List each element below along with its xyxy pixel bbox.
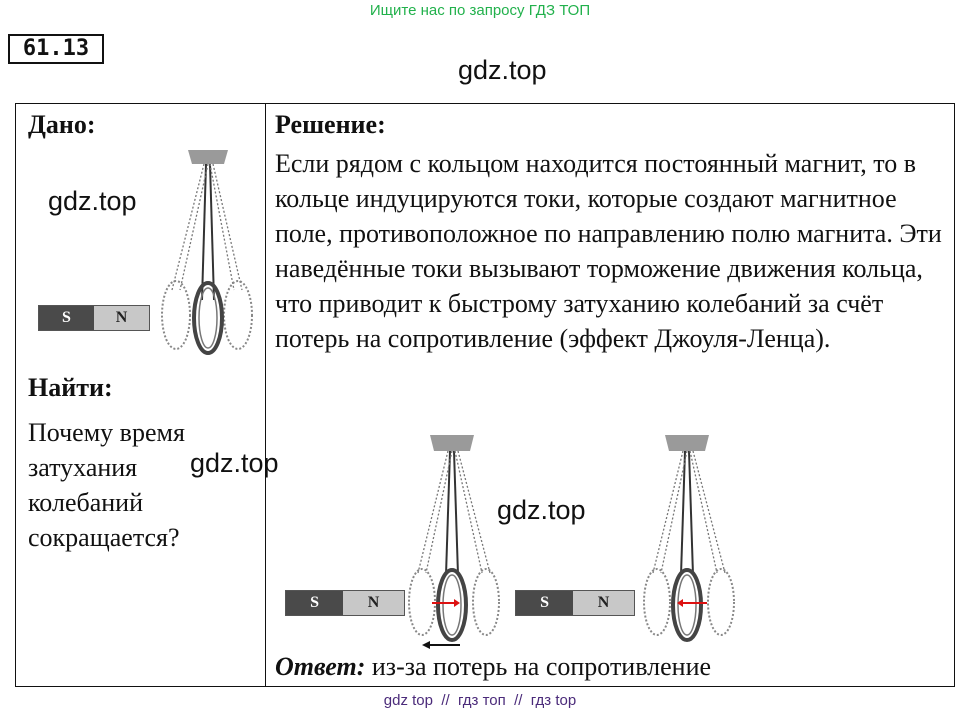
watermark: gdz.top [190,448,279,478]
magnet-bar [515,590,635,616]
question-text: Почему время затухания колебаний сокращается? [28,418,185,552]
watermark: gdz.top [497,495,586,525]
answer-line [275,652,711,682]
ring-pendulum-figure [400,435,510,650]
magnet-south-pole: S [286,591,343,615]
footer-text: gdz top // гдз топ // гдз top [383,692,577,709]
magnet-south-pole: S [39,306,94,330]
watermark: gdz.top [48,186,137,216]
magnet-bar [38,305,150,331]
given-heading: Дано: [28,110,96,139]
magnet-north-pole: N [94,306,149,330]
answer-text: из-за потерь на сопротивление [365,652,712,681]
ring-pendulum-figure [150,150,260,360]
problem-number: 61.13 [8,34,104,64]
magnet-south-pole: S [516,591,573,615]
table-divider [265,103,266,687]
magnet-bar [285,590,405,616]
magnet-north-pole: N [343,591,404,615]
magnet-north-pole: N [573,591,634,615]
ring-pendulum-figure [635,435,745,650]
watermark: gdz.top [458,55,547,85]
footer-watermark [0,692,960,709]
answer-label: Ответ: [275,652,366,681]
top-banner[interactable]: Ищите нас по запросу ГДЗ ТОП [369,2,591,19]
find-heading: Найти: [28,373,113,402]
solution-text: Если рядом с кольцом находится постоянный магнит, то в кольце индуцируются токи, которые создают магнитное поле, противоположное по направлению полю магнита. Эти наведённые токи вызывают торможение движения кольца, что приводит к быстрому затуханию колебаний за счёт потерь на сопротивление (эффект Джоуля-Ленца). [275,149,942,353]
solution-heading: Решение: [275,110,386,139]
